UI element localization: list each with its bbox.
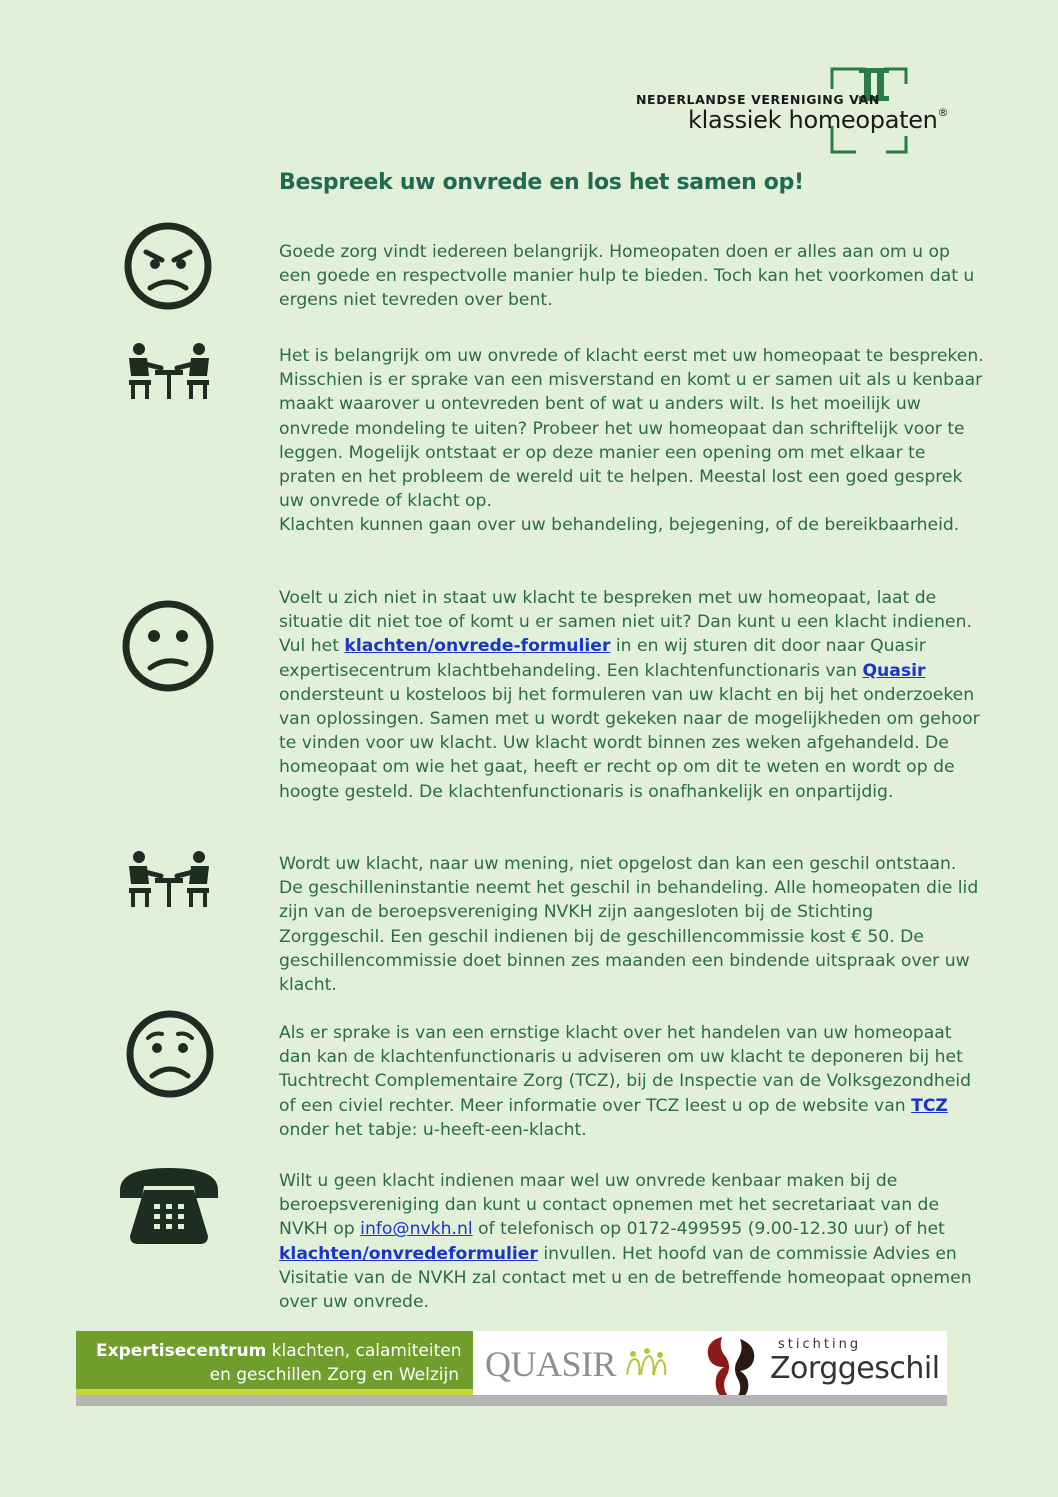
banner-stripe — [678, 1395, 947, 1406]
dispute-paragraph: Wordt uw klacht, naar uw mening, niet opgelost dan kan een geschil ontstaan. De geschilleninstantie neemt het geschil in behandeling. Alle homeopaten die lid zijn van de beroepsvereniging NVKH zijn aangesloten bij de Stichting Zorggeschil. Een geschil indienen bij de geschillencommissie kost € 50. De geschillencommissie doet binnen zes maanden een bindende uitspraak over uw klacht. — [279, 854, 979, 996]
confused-face-icon — [120, 598, 216, 694]
tcz-link[interactable]: TCZ — [911, 1095, 948, 1116]
expertisecentrum-line2: en geschillen Zorg en Welzijn — [209, 1365, 459, 1385]
logo-top-text: NEDERLANDSE VERENIGING VAN — [636, 92, 880, 107]
quasir-logo — [473, 1331, 678, 1406]
complaint-topics-text: Klachten kunnen gaan over uw behandeling, bejegening, of de bereikbaarheid. — [279, 515, 960, 536]
page-title: Bespreek uw onvrede en los het samen op! — [279, 170, 804, 195]
logo-main-text: klassiek homeopaten® — [688, 106, 949, 134]
contact-paragraph: Wilt u geen klacht indienen maar wel uw onvrede kenbaar maken bij de beroepsvereniging dan kunt u contact opnemen met het secretariaat van de NVKH op info@nvkh.nl of telefonisch op 0172-499595 (9.00-12.30 uur) of het klachten/onvredeformulier invullen. Het hoofd van de commissie Advies en Visitatie van de NVKH zal contact met u en de betreffende homeopaat opnemen over uw onvrede. — [279, 1171, 972, 1313]
discuss-paragraph — [279, 344, 984, 538]
stichting-label: stichting — [778, 1337, 862, 1352]
worried-face-icon — [124, 1008, 216, 1100]
intro-paragraph: Goede zorg vindt iedereen belangrijk. Homeopaten doen er alles aan om u op een goede en respectvolle manier hulp te bieden. Toch kan het voorkomen dat u ergens niet tevreden over bent. — [279, 242, 975, 311]
email-link[interactable]: info@nvkh.nl — [360, 1219, 473, 1240]
banner-stripe — [76, 1395, 473, 1406]
expertisecentrum-line1: Expertisecentrum klachten, calamiteiten — [96, 1341, 462, 1361]
quasir-wordmark: QUASIR — [485, 1344, 617, 1384]
zorggeschil-logo — [678, 1331, 947, 1406]
zorggeschil-wordmark: Zorggeschil — [770, 1351, 940, 1386]
discontent-form-link[interactable]: klachten/onvredeformulier — [279, 1243, 538, 1264]
meeting-icon — [127, 342, 211, 400]
telephone-icon — [116, 1164, 222, 1246]
zorggeschil-mark-icon — [704, 1333, 764, 1403]
angry-face-icon — [122, 220, 214, 312]
discuss-text: Het is belangrijk om uw onvrede of klacht eerst met uw homeopaat te bespreken. Misschien is er sprake van een misverstand en komt u er samen uit als u kenbaar maakt waarover u ontevreden bent of wat u anders wilt. Is het moeilijk uw onvrede mondeling te uiten? Probeer het uw homeopaat dan schriftelijk voor te leggen. Mogelijk ontstaat er op deze manier een opening om met elkaar te praten en het probleem de wereld uit te helpen. Meestal lost een goed gesprek uw onvrede of klacht op. — [279, 346, 984, 512]
nvkh-logo — [636, 66, 976, 156]
expertisecentrum-logo — [76, 1331, 473, 1406]
banner-stripe — [473, 1395, 678, 1406]
complaint-paragraph: Voelt u zich niet in staat uw klacht te bespreken met uw homeopaat, laat de situatie dit niet toe of komt u er samen niet uit? Dan kunt u een klacht indienen. Vul het klachten/onvrede-formulier in en wij sturen dit door naar Quasir expertisecentrum klachtbehandeling. Een klachtenfunctionaris van Quasir ondersteunt u kosteloos bij het formuleren van uw klacht en bij het onderzoeken van oplossingen. Samen met u wordt gekeken naar de mogelijkheden om gehoor te vinden voor uw klacht. Uw klacht wordt binnen zes weken afgehandeld. De homeopaat om wie het gaat, heeft er recht op om dit te weten en wordt op de hoogte gesteld. De klachtenfunctionaris is onafhankelijk en onpartijdig. — [279, 588, 980, 802]
meeting-icon — [127, 850, 211, 908]
complaint-form-link[interactable]: klachten/onvrede-formulier — [344, 636, 611, 657]
serious-complaint-paragraph: Als er sprake is van een ernstige klacht over het handelen van uw homeopaat dan kan de klachtenfunctionaris u adviseren om uw klacht te deponeren bij het Tuchtrecht Complementaire Zorg (TCZ), bij de Inspectie van de Volksgezondheid of een civiel rechter. Meer informatie over TCZ leest u op de website van TCZ onder het tabje: u-heeft-een-klacht. — [279, 1023, 972, 1140]
quasir-figures-icon — [623, 1345, 667, 1379]
quasir-link[interactable]: Quasir — [862, 660, 926, 681]
footer-banner — [76, 1331, 947, 1406]
